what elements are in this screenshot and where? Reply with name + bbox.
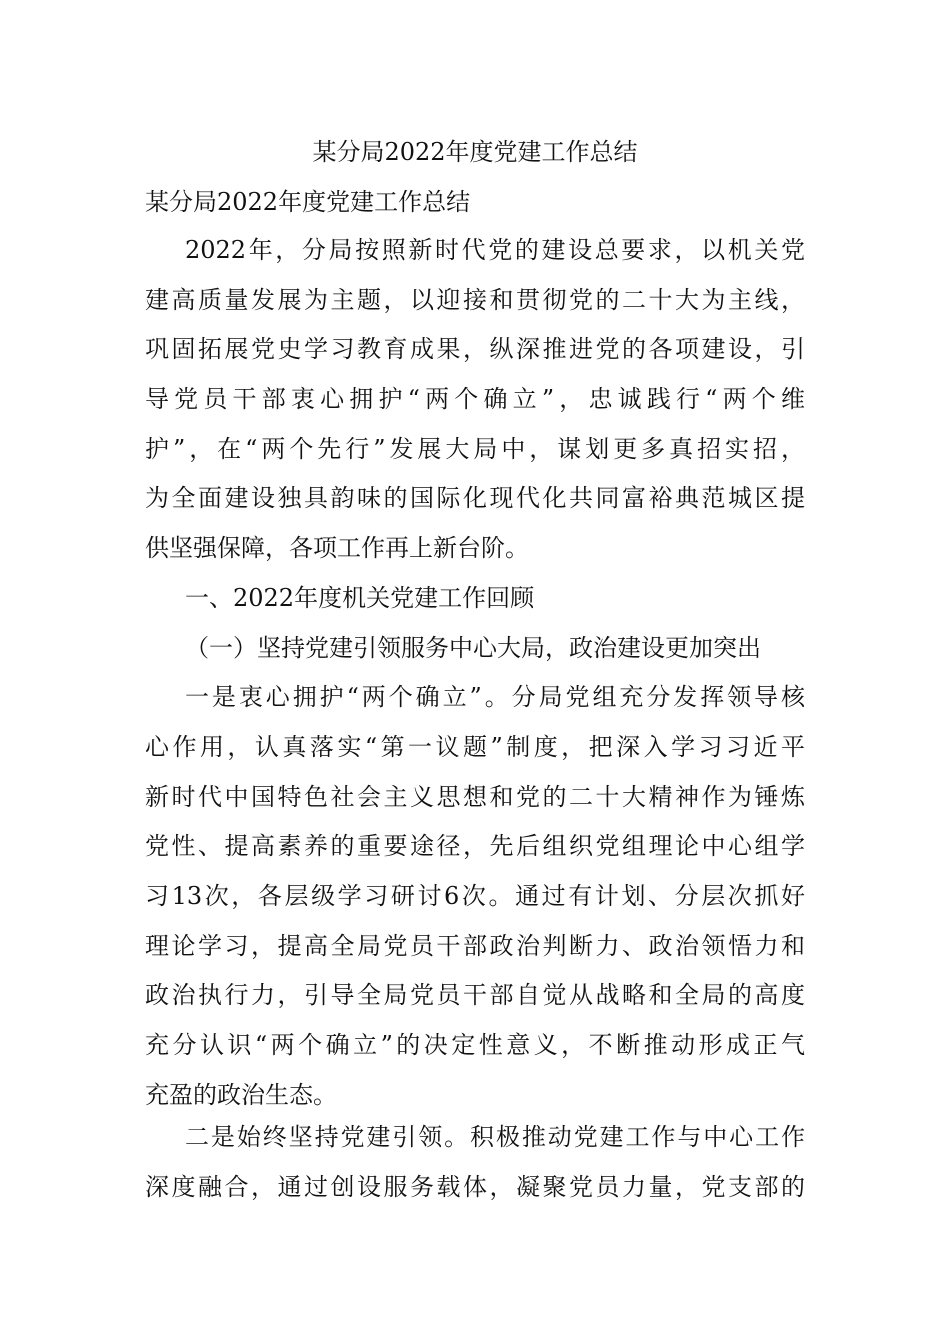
text-line: 一是衷心拥护“两个确立”。分局党组充分发挥领导核 bbox=[185, 683, 805, 712]
text-line: 2022年，分局按照新时代党的建设总要求，以机关党 bbox=[185, 236, 805, 264]
body-paragraphs bbox=[145, 226, 805, 1120]
text-line: 充分认识“两个确立”的决定性意义，不断推动形成正气 bbox=[145, 1031, 805, 1059]
text-line: 一、2022年度机关党建工作回顾 bbox=[185, 583, 535, 612]
text-line: 政治执行力，引导全局党员干部自觉从战略和全局的高度 bbox=[145, 981, 805, 1010]
text-line: 习13次，各层级学习研讨6次。通过有计划、分层次抓好 bbox=[145, 881, 805, 910]
text-line: 供坚强保障，各项工作再上新台阶。 bbox=[145, 534, 529, 563]
text-line: 建高质量发展为主题，以迎接和贯彻党的二十大为主线， bbox=[145, 285, 805, 314]
text-line: 新时代中国特色社会主义思想和党的二十大精神作为锤炼 bbox=[145, 782, 805, 811]
text-line: 二是始终坚持党建引领。积极推动党建工作与中心工作 bbox=[185, 1123, 805, 1151]
document-subtitle: 某分局2022年度党建工作总结 bbox=[145, 188, 471, 216]
text-line: 心作用，认真落实“第一议题”制度，把深入学习习近平 bbox=[145, 732, 805, 761]
text-line: 充盈的政治生态。 bbox=[145, 1080, 337, 1109]
text-line: 护”，在“两个先行”发展大局中，谋划更多真招实招， bbox=[145, 434, 805, 463]
text-line: 巩固拓展党史学习教育成果，纵深推进党的各项建设，引 bbox=[145, 335, 805, 364]
text-line: 导党员干部衷心拥护“两个确立”，忠诚践行“两个维 bbox=[145, 385, 805, 414]
text-line: （一）坚持党建引领服务中心大局，政治建设更加突出 bbox=[185, 633, 761, 662]
document-title: 某分局2022年度党建工作总结 bbox=[312, 138, 638, 166]
text-line: 深度融合，通过创设服务载体，凝聚党员力量，党支部的 bbox=[145, 1172, 805, 1201]
text-line: 为全面建设独具韵味的国际化现代化共同富裕典范城区提 bbox=[145, 484, 805, 513]
text-line: 党性、提高素养的重要途径，先后组织党组理论中心组学 bbox=[145, 832, 805, 861]
body-paragraphs-continued bbox=[145, 1113, 805, 1212]
text-line: 理论学习，提高全局党员干部政治判断力、政治领悟力和 bbox=[145, 931, 805, 960]
